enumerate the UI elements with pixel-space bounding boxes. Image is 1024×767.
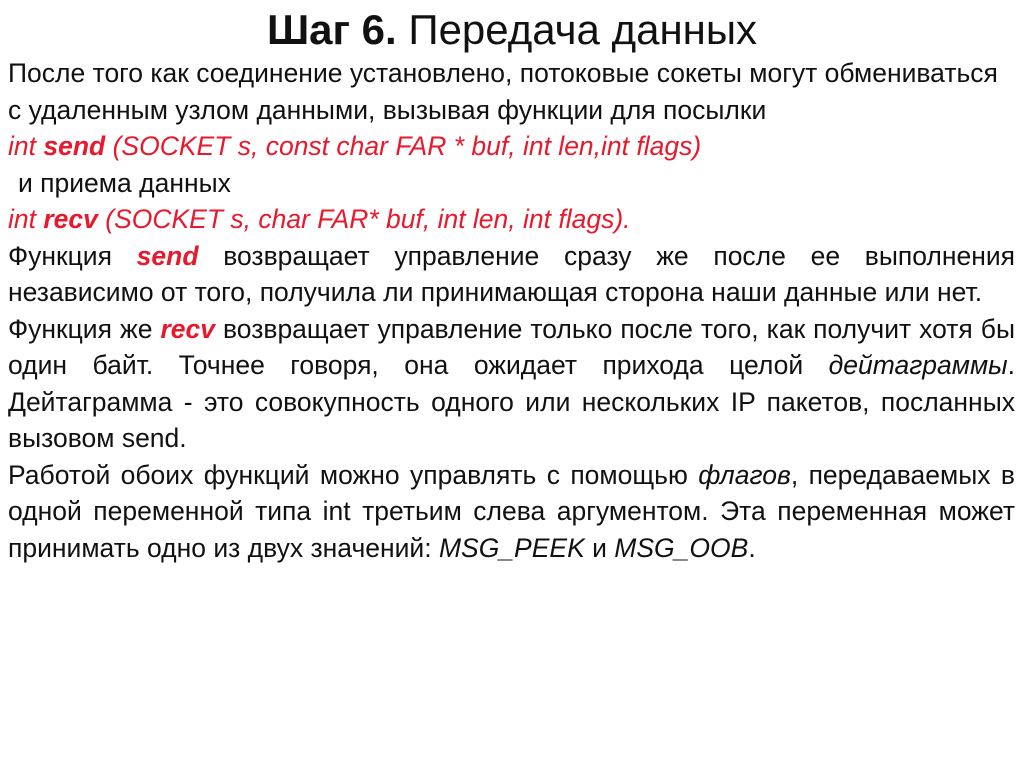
- intro-paragraph: После того как соединение установлено, потоковые сокеты могут обмениваться с удаленным узлом данными, вызывая функции для посылки: [8, 58, 998, 125]
- send-desc-before: Функция: [8, 240, 137, 271]
- recv-desc-after: . Дейтаграмма - это совокупность одного или нескольких IP пакетов, посланных вызовом send.: [8, 350, 1015, 453]
- send-signature: [8, 128, 1015, 165]
- recv-signature-args: (SOCKET s, char FAR* buf, int len, int flags).: [97, 204, 631, 234]
- recv-signature-prefix: int: [8, 204, 44, 234]
- flags-before: Работой обоих функций можно управлять с помощью: [8, 459, 699, 490]
- send-description-paragraph: [8, 238, 1015, 311]
- slide-body: [8, 55, 1015, 566]
- flag-msg-peek: MSG_PEEK: [438, 532, 585, 563]
- send-signature-args: (SOCKET s, const char FAR * buf, int len,int flags): [105, 131, 702, 161]
- recv-signature: [8, 201, 1015, 238]
- recv-desc-mid: возвращает управление только после того, как получит хотя бы один байт. Точнее говоря, она ожидает прихода целой: [8, 313, 1015, 380]
- flags-and: и: [584, 532, 615, 563]
- send-function-name: send: [43, 131, 106, 161]
- flags-end: .: [748, 532, 756, 563]
- send-desc-after: возвращает управление сразу же после ее выполнения независимо от того, получила ли принимающая сторона наши данные или нет.: [8, 240, 1015, 307]
- flags-paragraph: [8, 457, 1015, 567]
- and-receive-text: и приема данных: [18, 167, 231, 198]
- recv-desc-function: recv: [160, 313, 215, 344]
- recv-function-name: recv: [43, 204, 98, 234]
- send-signature-prefix: int: [8, 131, 44, 161]
- flag-msg-oob: MSG_OOB: [614, 532, 749, 563]
- flags-mid: , передаваемых в одной переменной типа int третьим слева аргументом. Эта переменная может принимать одно из двух значений:: [8, 459, 1015, 563]
- recv-desc-before: Функция же: [8, 313, 161, 344]
- recv-description-paragraph: [8, 311, 1015, 457]
- recv-desc-emphasis: дейтаграммы: [828, 350, 1008, 380]
- title-step: Шаг 6.: [266, 6, 397, 53]
- title-text: Передача данных: [396, 6, 758, 53]
- flags-emphasis: флагов: [698, 459, 791, 490]
- slide-title: [0, 6, 1024, 54]
- send-desc-function: send: [136, 240, 199, 271]
